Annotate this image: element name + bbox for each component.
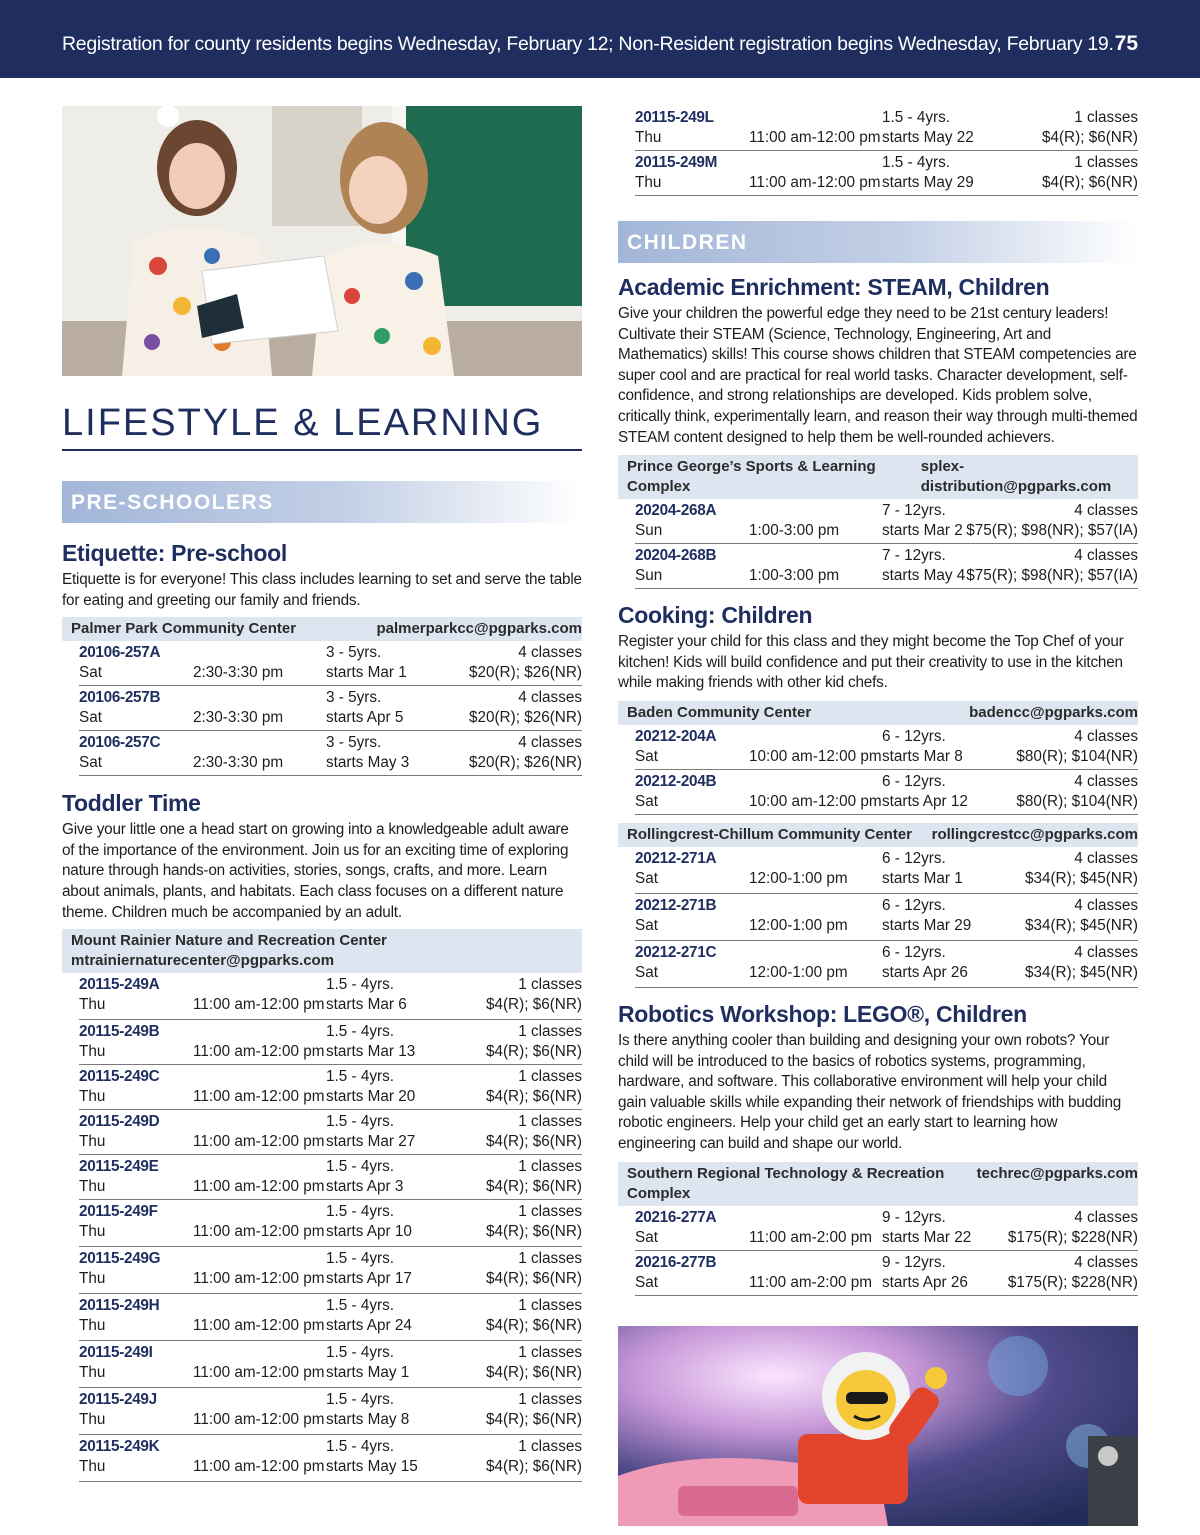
page-number: 75 <box>1114 32 1138 55</box>
robotics-class-list <box>618 1206 1138 1296</box>
class-start: starts May 1 <box>326 1364 410 1382</box>
class-start: starts Mar 8 <box>882 747 963 765</box>
class-code: 20115-249F <box>79 1203 158 1221</box>
class-code: 20115-249A <box>79 976 160 994</box>
class-time: 1:00-3:00 pm <box>749 567 840 585</box>
class-day: Sat <box>635 916 658 934</box>
class-sessions: 1 classes <box>1074 109 1138 126</box>
class-fee: $4(R); $6(NR) <box>485 1088 582 1106</box>
class-start: starts Mar 29 <box>882 916 972 934</box>
class-fee: $4(R); $6(NR) <box>485 1317 582 1335</box>
class-time: 11:00 am-12:00 pm <box>193 1411 325 1429</box>
class-start: starts Mar 2 <box>882 522 963 540</box>
class-code: 20115-249J <box>79 1391 157 1409</box>
class-age: 7 - 12yrs. <box>882 547 946 565</box>
class-code: 20212-271C <box>635 943 717 961</box>
class-code: 20115-249L <box>635 109 714 126</box>
class-code: 20115-249C <box>79 1068 160 1086</box>
class-fee: $75(R); $98(NR); $57(IA) <box>966 567 1138 585</box>
left-column <box>62 106 582 1482</box>
class-age: 1.5 - 4yrs. <box>326 1391 395 1409</box>
class-row-20216-277B <box>635 1251 1138 1296</box>
class-age: 6 - 12yrs. <box>882 896 946 914</box>
class-sessions: 4 classes <box>1074 849 1138 867</box>
class-sessions: 4 classes <box>1074 943 1138 961</box>
location-name: Southern Regional Technology & Recreation Complex <box>627 1164 945 1202</box>
category-children: CHILDREN <box>618 221 1138 263</box>
class-age: 1.5 - 4yrs. <box>326 976 395 994</box>
course-title-robotics: Robotics Workshop: LEGO®, Children <box>618 1000 1027 1027</box>
class-start: starts Mar 27 <box>326 1133 416 1151</box>
class-age: 3 - 5yrs. <box>326 644 382 662</box>
class-age: 1.5 - 4yrs. <box>326 1158 395 1176</box>
class-start: starts Mar 1 <box>326 664 407 682</box>
class-age: 1.5 - 4yrs. <box>326 1023 395 1041</box>
class-row-20212-204B <box>635 770 1138 815</box>
class-sessions: 1 classes <box>1074 154 1138 171</box>
class-fee: $4(R); $6(NR) <box>485 996 582 1014</box>
class-time: 10:00 am-12:00 pm <box>749 792 882 810</box>
class-row-20212-271C <box>635 941 1138 988</box>
class-code: 20106-257C <box>79 734 161 752</box>
class-start: starts Mar 6 <box>326 996 407 1014</box>
class-day: Thu <box>635 174 662 191</box>
class-sessions: 1 classes <box>518 976 582 994</box>
class-age: 1.5 - 4yrs. <box>326 1250 395 1268</box>
class-code: 20212-204B <box>635 772 717 790</box>
class-day: Thu <box>79 1043 106 1061</box>
class-time: 12:00-1:00 pm <box>749 869 848 887</box>
class-code: 20204-268A <box>635 502 717 520</box>
class-row-20115-249K <box>79 1435 582 1482</box>
cooking-baden-class-list <box>618 725 1138 815</box>
class-day: Thu <box>79 1364 106 1382</box>
steam-class-list <box>618 499 1138 589</box>
class-fee: $80(R); $104(NR) <box>1016 792 1138 810</box>
class-day: Sat <box>635 747 658 765</box>
class-fee: $4(R); $6(NR) <box>485 1223 582 1241</box>
girls-reading-illustration <box>62 106 582 376</box>
class-day: Sat <box>635 963 658 981</box>
class-day: Thu <box>79 1458 106 1476</box>
class-age: 3 - 5yrs. <box>326 734 382 752</box>
class-sessions: 4 classes <box>1074 1253 1138 1271</box>
location-email: badencc@pgparks.com <box>969 703 1138 721</box>
class-row-20115-249E <box>79 1155 582 1200</box>
location-bar-palmer-park <box>62 617 582 641</box>
class-start: starts Apr 12 <box>882 792 968 810</box>
class-row-20216-277A <box>635 1206 1138 1251</box>
class-fee: $4(R); $6(NR) <box>485 1270 582 1288</box>
class-fee: $4(R); $6(NR) <box>485 1178 582 1196</box>
class-sessions: 1 classes <box>518 1438 582 1456</box>
class-row-20204-268A <box>635 499 1138 544</box>
class-row-20204-268B <box>635 544 1138 589</box>
class-fee: $4(R); $6(NR) <box>485 1364 582 1382</box>
class-day: Thu <box>79 1411 106 1429</box>
class-code: 20115-249G <box>79 1250 161 1268</box>
class-sessions: 1 classes <box>518 1391 582 1409</box>
class-age: 1.5 - 4yrs. <box>882 109 951 126</box>
class-time: 12:00-1:00 pm <box>749 916 848 934</box>
class-age: 3 - 5yrs. <box>326 689 382 707</box>
class-age: 6 - 12yrs. <box>882 772 946 790</box>
course-description-steam: Give your children the powerful edge they need to be 21st century leaders! Cultivate their STEAM (Science, Technology, Engineering, Art and Mathematics) skills! This course shows children that STEAM competencies are super cool and are practical for real world tasks. Character development, self-confidence, and strong relationships are developed. Kids problem solve, critically think, experimentally learn, and reason their way through multi-themed STEAM content designed to help them be well-rounded achievers. <box>618 305 1138 446</box>
course-description-toddler-time: Give your little one a head start on growing into a knowledgeable adult aware of the importance of the environment. Join us for an exciting time of exploring nature through hands-on activities, stories, songs, crafts, and more. Learn about animals, plants, and habitats. Each class focuses on a different nature theme. Children much be accompanied by an adult. <box>62 821 569 921</box>
class-sessions: 4 classes <box>1074 1208 1138 1226</box>
class-code: 20115-249B <box>79 1023 160 1041</box>
class-day: Thu <box>79 1317 106 1335</box>
class-row-20115-249A <box>79 973 582 1020</box>
class-row-20212-271B <box>635 894 1138 941</box>
class-row-20106-257C <box>79 731 582 776</box>
class-row-20212-204A <box>635 725 1138 770</box>
class-time: 2:30-3:30 pm <box>193 709 284 727</box>
class-start: starts May 4 <box>882 567 966 585</box>
class-row-20115-249L <box>635 106 1138 151</box>
class-age: 1.5 - 4yrs. <box>326 1113 395 1131</box>
class-start: starts Apr 24 <box>326 1317 412 1335</box>
class-fee: $4(R); $6(NR) <box>1041 129 1138 146</box>
location-email: techrec@pgparks.com <box>976 1164 1138 1182</box>
class-code: 20115-249H <box>79 1297 160 1315</box>
class-age: 1.5 - 4yrs. <box>326 1068 395 1086</box>
class-start: starts Apr 17 <box>326 1270 412 1288</box>
class-time: 11:00 am-12:00 pm <box>193 1270 325 1288</box>
course-title-toddler-time: Toddler Time <box>62 790 201 817</box>
class-sessions: 4 classes <box>1074 502 1138 520</box>
class-start: starts Apr 10 <box>326 1223 412 1241</box>
class-fee: $20(R); $26(NR) <box>468 664 582 682</box>
top-banner <box>0 0 1200 78</box>
class-day: Thu <box>79 1133 106 1151</box>
class-time: 2:30-3:30 pm <box>193 664 284 682</box>
class-day: Thu <box>635 129 662 146</box>
class-day: Sun <box>635 567 663 585</box>
class-sessions: 1 classes <box>518 1068 582 1086</box>
class-fee: $34(R); $45(NR) <box>1024 869 1138 887</box>
class-sessions: 1 classes <box>518 1158 582 1176</box>
class-start: starts Apr 5 <box>326 709 404 727</box>
class-age: 6 - 12yrs. <box>882 727 946 745</box>
location-name: Palmer Park Community Center <box>71 620 297 638</box>
class-code: 20212-204A <box>635 727 717 745</box>
class-start: starts Apr 26 <box>882 1273 968 1291</box>
class-row-20115-249M <box>635 151 1138 196</box>
class-fee: $4(R); $6(NR) <box>485 1043 582 1061</box>
class-sessions: 1 classes <box>518 1113 582 1131</box>
class-code: 20115-249E <box>79 1158 159 1176</box>
etiquette-class-list <box>62 641 582 776</box>
class-sessions: 4 classes <box>1074 727 1138 745</box>
class-sessions: 4 classes <box>518 644 582 662</box>
class-age: 1.5 - 4yrs. <box>326 1203 395 1221</box>
class-fee: $175(R); $228(NR) <box>1007 1273 1138 1291</box>
class-row-20115-249D <box>79 1110 582 1155</box>
class-time: 11:00 am-12:00 pm <box>193 996 325 1014</box>
class-time: 11:00 am-12:00 pm <box>193 1364 325 1382</box>
class-start: starts May 15 <box>326 1458 418 1476</box>
class-day: Sat <box>635 1228 658 1246</box>
lego-minifigure-illustration <box>618 1326 1138 1526</box>
class-code: 20106-257A <box>79 644 161 662</box>
girls-reading-photo <box>62 106 582 376</box>
class-start: starts May 29 <box>882 174 974 191</box>
class-time: 10:00 am-12:00 pm <box>749 747 882 765</box>
class-sessions: 1 classes <box>518 1250 582 1268</box>
class-fee: $4(R); $6(NR) <box>485 1133 582 1151</box>
section-title: LIFESTYLE & LEARNING <box>62 402 582 451</box>
class-sessions: 4 classes <box>1074 896 1138 914</box>
location-bar-rollingcrest-chillum <box>618 823 1138 847</box>
location-bar-sports-learning-complex <box>618 455 1138 499</box>
class-day: Thu <box>79 996 106 1014</box>
class-start: starts May 8 <box>326 1411 410 1429</box>
location-name: Mount Rainier Nature and Recreation Center <box>71 932 387 950</box>
class-age: 1.5 - 4yrs. <box>326 1438 395 1456</box>
class-time: 12:00-1:00 pm <box>749 963 848 981</box>
cooking-rollingcrest-class-list <box>618 847 1138 988</box>
class-code: 20216-277B <box>635 1253 717 1271</box>
class-code: 20115-249I <box>79 1344 153 1362</box>
class-day: Sat <box>635 1273 658 1291</box>
class-age: 1.5 - 4yrs. <box>326 1297 395 1315</box>
lego-minifigure-photo <box>618 1326 1138 1526</box>
class-sessions: 1 classes <box>518 1023 582 1041</box>
class-row-20115-249H <box>79 1294 582 1341</box>
class-start: starts Mar 1 <box>882 869 963 887</box>
toddler-class-list-continued <box>618 106 1138 196</box>
class-time: 11:00 am-2:00 pm <box>749 1273 873 1291</box>
class-sessions: 4 classes <box>1074 547 1138 565</box>
class-time: 11:00 am-12:00 pm <box>193 1043 325 1061</box>
class-day: Sat <box>79 754 102 772</box>
location-email: rollingcrestcc@pgparks.com <box>931 825 1138 843</box>
class-fee: $75(R); $98(NR); $57(IA) <box>966 522 1138 540</box>
class-fee: $175(R); $228(NR) <box>1007 1228 1138 1246</box>
class-start: starts Apr 3 <box>326 1178 404 1196</box>
class-fee: $34(R); $45(NR) <box>1024 963 1138 981</box>
class-day: Thu <box>79 1088 106 1106</box>
location-name: Rollingcrest-Chillum Community Center <box>627 825 913 843</box>
class-sessions: 1 classes <box>518 1297 582 1315</box>
class-time: 11:00 am-2:00 pm <box>749 1228 873 1246</box>
class-row-20212-271A <box>635 847 1138 894</box>
class-time: 11:00 am-12:00 pm <box>193 1317 325 1335</box>
class-time: 11:00 am-12:00 pm <box>193 1178 325 1196</box>
class-sessions: 1 classes <box>518 1344 582 1362</box>
location-bar-baden <box>618 701 1138 725</box>
class-row-20115-249C <box>79 1065 582 1110</box>
class-start: starts May 3 <box>326 754 410 772</box>
class-day: Thu <box>79 1223 106 1241</box>
class-time: 11:00 am-12:00 pm <box>193 1088 325 1106</box>
class-sessions: 1 classes <box>518 1203 582 1221</box>
class-age: 9 - 12yrs. <box>882 1253 946 1271</box>
class-fee: $20(R); $26(NR) <box>468 709 582 727</box>
class-code: 20106-257B <box>79 689 161 707</box>
class-time: 11:00 am-12:00 pm <box>193 1133 325 1151</box>
registration-banner: Registration for county residents begins Wednesday, February 12; Non-Resident registration begins Wednesday, February 19. <box>62 33 1114 55</box>
class-time: 1:00-3:00 pm <box>749 522 840 540</box>
class-fee: $80(R); $104(NR) <box>1016 747 1138 765</box>
class-row-20115-249J <box>79 1388 582 1435</box>
class-row-20106-257A <box>79 641 582 686</box>
class-day: Sat <box>79 709 102 727</box>
class-age: 6 - 12yrs. <box>882 943 946 961</box>
class-day: Sat <box>635 792 658 810</box>
location-email: mtrainiernaturecenter@pgparks.com <box>71 952 335 970</box>
class-day: Thu <box>79 1270 106 1288</box>
class-time: 11:00 am-12:00 pm <box>749 174 881 191</box>
class-row-20106-257B <box>79 686 582 731</box>
course-description-cooking: Register your child for this class and they might become the Top Chef of your kitchen! Kids will build confidence and put their creativity to use in the kitchen while making friends with other kid chefs. <box>618 633 1124 692</box>
class-start: starts Mar 13 <box>326 1043 416 1061</box>
class-age: 1.5 - 4yrs. <box>326 1344 395 1362</box>
class-day: Sat <box>635 869 658 887</box>
class-fee: $4(R); $6(NR) <box>485 1458 582 1476</box>
class-time: 11:00 am-12:00 pm <box>193 1223 325 1241</box>
right-column <box>618 106 1138 1526</box>
class-day: Sat <box>79 664 102 682</box>
class-age: 6 - 12yrs. <box>882 849 946 867</box>
class-code: 20115-249M <box>635 154 718 171</box>
class-row-20115-249F <box>79 1200 582 1247</box>
class-fee: $20(R); $26(NR) <box>468 754 582 772</box>
toddler-class-list <box>62 973 582 1482</box>
class-row-20115-249B <box>79 1020 582 1065</box>
course-title-steam: Academic Enrichment: STEAM, Children <box>618 274 1050 300</box>
class-age: 9 - 12yrs. <box>882 1208 946 1226</box>
course-description-etiquette: Etiquette is for everyone! This class includes learning to set and serve the table for eating and greeting our family and friends. <box>62 571 582 609</box>
class-row-20115-249I <box>79 1341 582 1388</box>
class-code: 20115-249D <box>79 1113 160 1131</box>
location-email: splex-distribution@pgparks.com <box>920 458 1112 496</box>
class-row-20115-249G <box>79 1247 582 1294</box>
class-code: 20212-271B <box>635 896 717 914</box>
class-fee: $34(R); $45(NR) <box>1024 916 1138 934</box>
class-day: Thu <box>79 1178 106 1196</box>
class-time: 11:00 am-12:00 pm <box>193 1458 325 1476</box>
class-start: starts Mar 20 <box>326 1088 416 1106</box>
category-pre-schoolers: PRE-SCHOOLERS <box>62 481 582 523</box>
class-start: starts May 22 <box>882 129 974 146</box>
class-sessions: 4 classes <box>518 689 582 707</box>
class-age: 7 - 12yrs. <box>882 502 946 520</box>
class-fee: $4(R); $6(NR) <box>1041 174 1138 191</box>
location-bar-southern-regional <box>618 1162 1138 1206</box>
class-sessions: 4 classes <box>1074 772 1138 790</box>
course-description-robotics: Is there anything cooler than building and designing your own robots? Your child will be introduced to the basics of robotics systems, programming, hardware, and software. This collaborative environment will help your child gain valuable skills while expanding their network of friendships with budding robotic engineers. Help your child get an early start to learning how engineering can build and shape our world. <box>618 1031 1122 1152</box>
class-age: 1.5 - 4yrs. <box>882 154 951 171</box>
location-bar-mount-rainier <box>62 929 582 973</box>
class-code: 20115-249K <box>79 1438 160 1456</box>
class-start: starts Mar 22 <box>882 1228 972 1246</box>
location-name: Prince George’s Sports & Learning Complex <box>627 458 876 496</box>
class-start: starts Apr 26 <box>882 963 968 981</box>
class-fee: $4(R); $6(NR) <box>485 1411 582 1429</box>
course-title-cooking: Cooking: Children <box>618 602 813 629</box>
location-name: Baden Community Center <box>627 703 812 721</box>
location-email: palmerparkcc@pgparks.com <box>376 620 582 638</box>
class-sessions: 4 classes <box>518 734 582 752</box>
class-code: 20212-271A <box>635 849 717 867</box>
class-time: 2:30-3:30 pm <box>193 754 284 772</box>
class-day: Sun <box>635 522 663 540</box>
class-time: 11:00 am-12:00 pm <box>749 129 881 146</box>
class-code: 20216-277A <box>635 1208 717 1226</box>
class-code: 20204-268B <box>635 547 717 565</box>
course-title-etiquette: Etiquette: Pre-school <box>62 540 288 566</box>
